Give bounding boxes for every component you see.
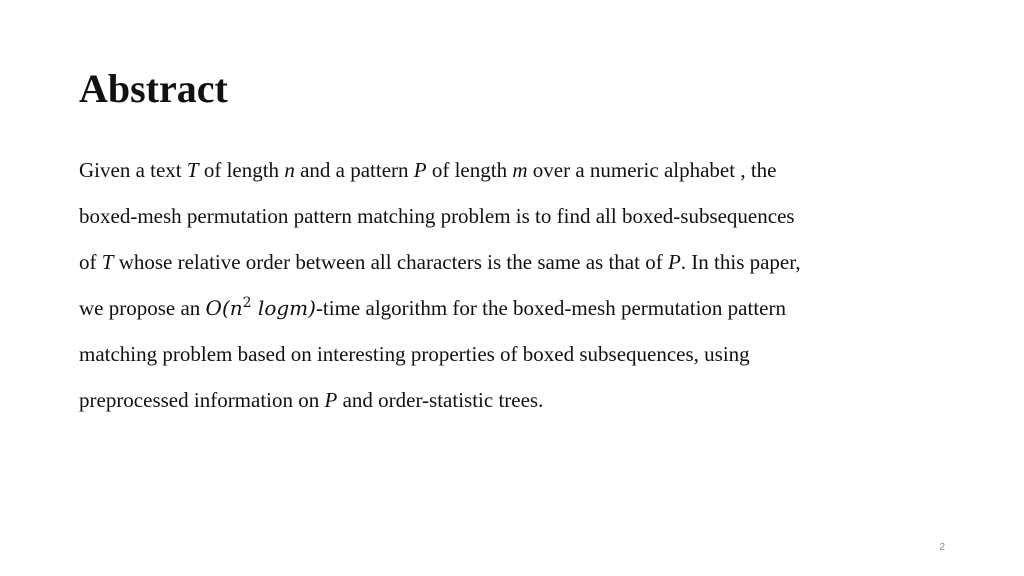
- formula-close: ): [308, 296, 316, 320]
- slide-title: Abstract: [79, 66, 228, 111]
- text-segment: of length: [426, 158, 513, 182]
- variable-p: P: [324, 388, 338, 412]
- variable-p: P: [667, 250, 681, 274]
- abstract-line-5: matching problem based on interesting properties of boxed subsequences, using: [79, 342, 750, 366]
- formula-open: O(: [205, 296, 230, 320]
- text-segment: Given a text: [79, 158, 187, 182]
- variable-n: n: [284, 158, 295, 182]
- variable-t: T: [101, 250, 114, 274]
- text-segment: . In this paper,: [680, 250, 801, 274]
- text-segment: of length: [198, 158, 285, 182]
- text-segment: preprocessed information on: [79, 388, 325, 412]
- abstract-line-2: boxed-mesh permutation pattern matching problem is to find all boxed-subsequences: [79, 204, 795, 228]
- text-segment: over a numeric alphabet , the: [527, 158, 777, 182]
- abstract-line-6: [79, 377, 979, 423]
- variable-m: m: [512, 158, 528, 182]
- abstract-line-4: [79, 285, 979, 331]
- text-segment: -time algorithm for the boxed-mesh permutation pattern: [315, 296, 786, 320]
- text-segment: and order-statistic trees.: [337, 388, 544, 412]
- abstract-line-3: [79, 239, 979, 285]
- formula-n: n: [229, 296, 243, 320]
- abstract-body: [79, 147, 979, 423]
- complexity-formula: [206, 296, 316, 320]
- variable-p: P: [413, 158, 427, 182]
- text-segment: and a pattern: [294, 158, 414, 182]
- text-segment: of: [79, 250, 102, 274]
- formula-exponent: 2: [242, 295, 252, 311]
- page-number: 2: [939, 542, 945, 553]
- text-segment: whose relative order between all characters is the same as that of: [113, 250, 668, 274]
- variable-t: T: [186, 158, 199, 182]
- formula-log: logm: [251, 296, 309, 320]
- abstract-line-1: [79, 147, 979, 193]
- text-segment: we propose an: [79, 296, 206, 320]
